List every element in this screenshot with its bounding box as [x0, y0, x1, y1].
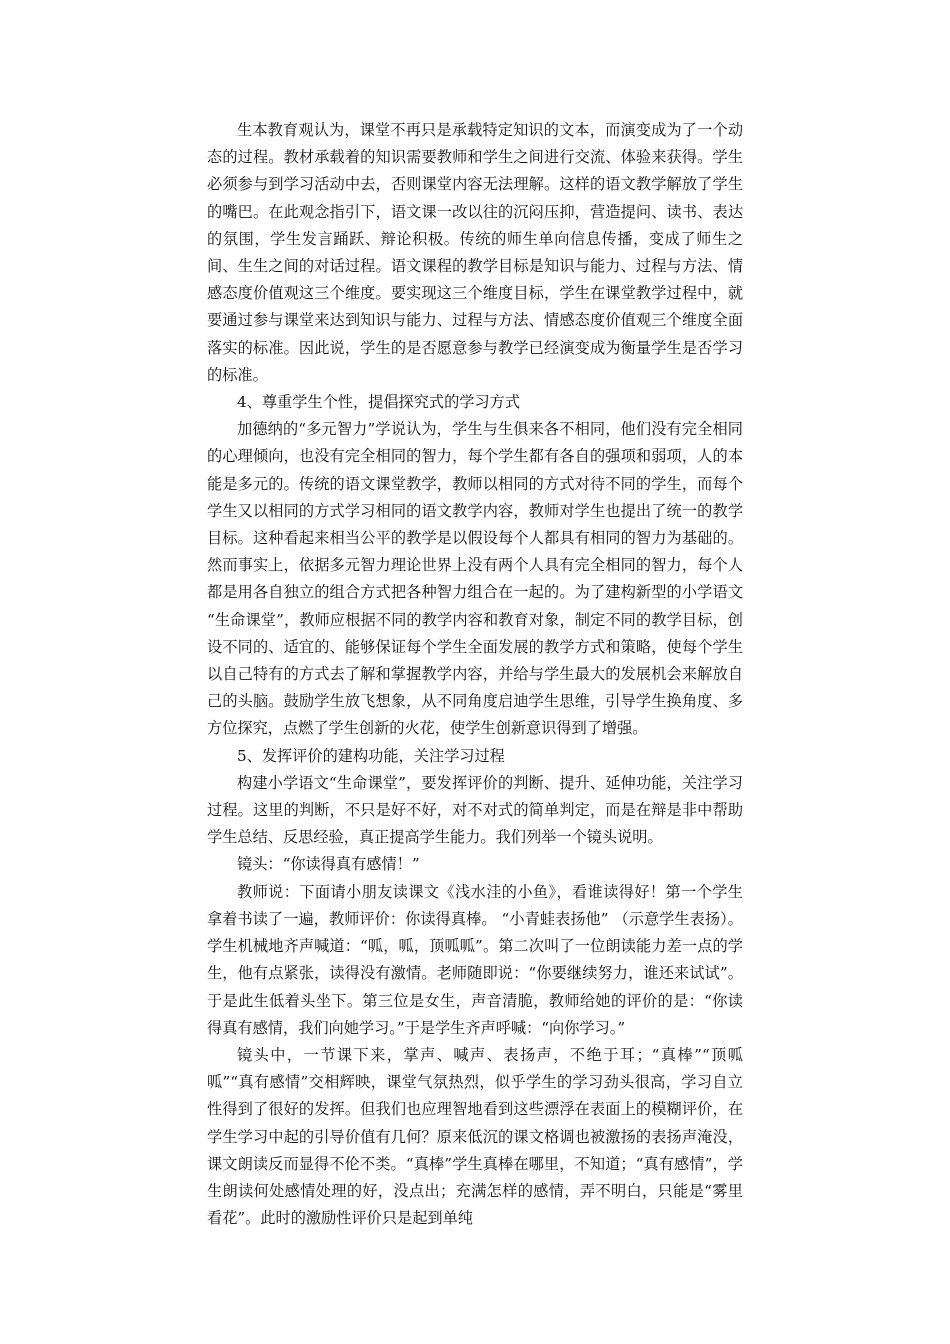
- document-page: [207, 117, 743, 1232]
- section-heading-5: 5、发挥评价的建构功能，关注学习过程: [237, 746, 505, 765]
- paragraph-student-centered: 生本教育观认为，课堂不再只是承载特定知识的文本，而演变成为了一个动态的过程。教材承载着的知识需要教师和学生之间进行交流、体验来获得。学生必须参与到学习活动中去，否则课堂内容无法理解。这样的语文教学解放了学生的嘴巴。在此观念指引下，语文课一改以往的沉闷压抑，营造提问、读书、表达的氛围，学生发言踊跃、辩论积极。传统的师生单向信息传播，变成了师生之间、生生之间的对话过程。语文课程的教学目标是知识与能力、过程与方法、情感态度价值观这三个维度。要实现这三个维度目标，学生在课堂教学过程中，就要通过参与课堂来达到知识与能力、过程与方法、情感态度价值观三个维度全面落实的标准。因此说，学生的是否愿意参与教学已经演变成为衡量学生是否学习的标准。: [207, 121, 743, 384]
- paragraph-evaluation-function: 构建小学语文“生命课堂”，要发挥评价的判断、提升、延伸功能，关注学习过程。这里的判断，不只是好不好，对不对式的简单判定，而是在辩是非中帮助学生总结、反思经验，真正提高学生能力。我们列举一个镜头说明。: [207, 773, 743, 847]
- paragraph-multiple-intelligences: 加德纳的“多元智力”学说认为，学生与生俱来各不相同，他们没有完全相同的心理倾向，也没有完全相同的智力，每个学生都有各自的强项和弱项，人的本能是多元的。传统的语文课堂教学，教师以相同的方式对待不同的学生，而每个学生又以相同的方式学习相同的语文教学内容，教师对学生也提出了统一的教学目标。这种看起来相当公平的教学是以假设每个人都具有相同的智力为基础的。然而事实上，依据多元智力理论世界上没有两个人具有完全相同的智力，每个人都是用各自独立的组合方式把各种智力组合在一起的。为了建构新型的小学语文 “生命课堂”，教师应根据不同的教学内容和教育对象，制定不同的教学目标，创设不同的、适宜的、能够保证每个学生全面发展的教学方式和策略，使每个学生以自己特有的方式去了解和掌握教学内容，并给与学生最大的发展机会来解放自己的头脑。鼓励学生放飞想象，从不同角度启迪学生思维，引导学生换角度、多方位探究，点燃了学生创新的火花，使学生创新意识得到了增强。: [207, 420, 743, 738]
- paragraph-scene-description: 教师说：下面请小朋友读课文《浅水洼的小鱼》，看谁读得好！第一个学生拿着书读了一遍，教师评价：你读得真棒。 “小青蛙表扬他” （示意学生表扬）。学生机械地齐声喊道：“呱，呱，顶呱呱”。第二次叫了一位朗读能力差一点的学生，他有点紧张，读得没有激情。老师随即说：“你要继续努力，谁还来试试”。于是此生低着头坐下。第三位是女生，声音清脆，教师给她的评价的是：“你读得真有感情，我们向她学习。”于是学生齐声呼喊：“向你学习。”: [207, 882, 743, 1037]
- section-heading-4: 4、尊重学生个性，提倡探究式的学习方式: [237, 393, 521, 412]
- paragraph-scene-title: 镜头：“你读得真有感情！”: [237, 855, 420, 874]
- paragraph-scene-analysis: 镜头中，一节课下来，掌声、喊声、表扬声，不绝于耳；“真棒”“顶呱呱”“真有感情”交相辉映，课堂气氛热烈，似乎学生的学习劲头很高，学习自立性得到了很好的发挥。但我们也应理智地看到这些漂浮在表面上的模糊评价，在学生学习中起的引导价值有几何？原来低沉的课文格调也被激扬的表扬声淹没，课文朗读反而显得不伦不类。“真棒”学生真棒在哪里，不知道；“真有感情”，学生朗读何处感情处理的好，没点出；充满怎样的感情，弄不明白，只能是“雾里看花”。此时的激励性评价只是起到单纯: [207, 1045, 743, 1228]
